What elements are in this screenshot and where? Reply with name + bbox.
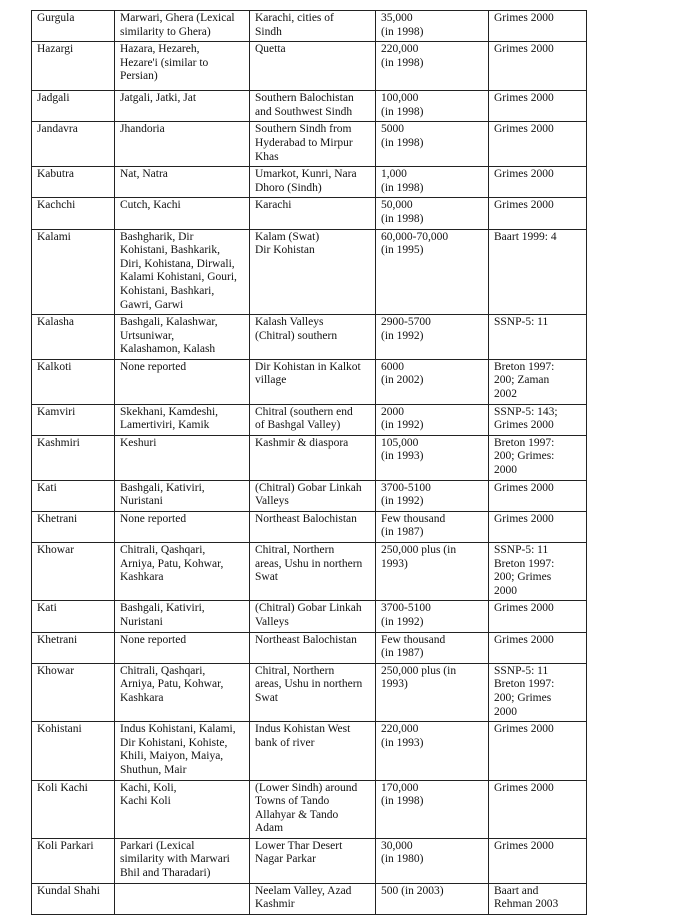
location-cell: Dir Kohistan in Kalkot village: [250, 359, 376, 404]
source-cell: SSNP-5: 11 Breton 1997: 200; Grimes 2000: [489, 663, 587, 721]
alternate-names-cell: Chitrali, Qashqari, Arniya, Patu, Kohwar, Kashkara: [115, 543, 250, 601]
population-cell: 3700-5100 (in 1992): [376, 601, 489, 632]
table-row: [32, 42, 587, 91]
source-cell: SSNP-5: 11: [489, 315, 587, 360]
language-cell: Khowar: [32, 543, 115, 601]
source-cell: Breton 1997: 200; Zaman 2002: [489, 359, 587, 404]
table-row: [32, 511, 587, 542]
location-cell: Lower Thar Desert Nagar Parkar: [250, 838, 376, 883]
alternate-names-cell: Parkari (Lexical similarity with Marwari Bhil and Tharadari): [115, 838, 250, 883]
population-cell: 30,000 (in 1980): [376, 838, 489, 883]
language-cell: Jadgali: [32, 91, 115, 122]
location-cell: (Lower Sindh) around Towns of Tando Allahyar & Tando Adam: [250, 780, 376, 838]
alternate-names-cell: Kachi, Koli, Kachi Koli: [115, 780, 250, 838]
location-cell: Chitral, Northern areas, Ushu in northern Swat: [250, 663, 376, 721]
alternate-names-cell: Chitrali, Qashqari, Arniya, Patu, Kohwar, Kashkara: [115, 663, 250, 721]
population-cell: Few thousand (in 1987): [376, 511, 489, 542]
location-cell: Northeast Balochistan: [250, 511, 376, 542]
language-cell: Gurgula: [32, 11, 115, 42]
alternate-names-cell: Nat, Natra: [115, 167, 250, 198]
source-cell: Grimes 2000: [489, 167, 587, 198]
location-cell: Kashmir & diaspora: [250, 435, 376, 480]
population-cell: 250,000 plus (in 1993): [376, 543, 489, 601]
language-cell: Kalkoti: [32, 359, 115, 404]
location-cell: Karachi, cities of Sindh: [250, 11, 376, 42]
population-cell: 50,000 (in 1998): [376, 198, 489, 229]
alternate-names-cell: None reported: [115, 359, 250, 404]
table-row: [32, 167, 587, 198]
source-cell: Grimes 2000: [489, 11, 587, 42]
language-cell: Khowar: [32, 663, 115, 721]
location-cell: Chitral, Northern areas, Ushu in northern Swat: [250, 543, 376, 601]
table-row: [32, 722, 587, 780]
language-cell: Khetrani: [32, 632, 115, 663]
location-cell: (Chitral) Gobar Linkah Valleys: [250, 601, 376, 632]
table-row: [32, 11, 587, 42]
alternate-names-cell: None reported: [115, 632, 250, 663]
source-cell: Baart and Rehman 2003: [489, 883, 587, 914]
table-row: [32, 404, 587, 435]
languages-table: [31, 10, 587, 915]
population-cell: 6000 (in 2002): [376, 359, 489, 404]
language-cell: Khetrani: [32, 511, 115, 542]
source-cell: Breton 1997: 200; Grimes: 2000: [489, 435, 587, 480]
location-cell: Karachi: [250, 198, 376, 229]
alternate-names-cell: Jhandoria: [115, 122, 250, 167]
table-row: [32, 198, 587, 229]
table-row: [32, 780, 587, 838]
location-cell: Quetta: [250, 42, 376, 91]
language-cell: Kati: [32, 480, 115, 511]
table-row: [32, 91, 587, 122]
alternate-names-cell: Bashgali, Kativiri, Nuristani: [115, 480, 250, 511]
source-cell: Grimes 2000: [489, 601, 587, 632]
table-row: [32, 435, 587, 480]
language-cell: Hazargi: [32, 42, 115, 91]
population-cell: 220,000 (in 1993): [376, 722, 489, 780]
location-cell: Southern Balochistan and Southwest Sindh: [250, 91, 376, 122]
population-cell: 35,000 (in 1998): [376, 11, 489, 42]
language-cell: Kalami: [32, 229, 115, 315]
table-row: [32, 359, 587, 404]
alternate-names-cell: Keshuri: [115, 435, 250, 480]
population-cell: 170,000 (in 1998): [376, 780, 489, 838]
source-cell: SSNP-5: 143; Grimes 2000: [489, 404, 587, 435]
source-cell: Grimes 2000: [489, 632, 587, 663]
table-row: [32, 122, 587, 167]
source-cell: Grimes 2000: [489, 122, 587, 167]
location-cell: Northeast Balochistan: [250, 632, 376, 663]
population-cell: 250,000 plus (in 1993): [376, 663, 489, 721]
alternate-names-cell: [115, 883, 250, 914]
source-cell: Grimes 2000: [489, 91, 587, 122]
population-cell: 5000 (in 1998): [376, 122, 489, 167]
language-cell: Kati: [32, 601, 115, 632]
location-cell: Chitral (southern end of Bashgal Valley): [250, 404, 376, 435]
language-cell: Kundal Shahi: [32, 883, 115, 914]
population-cell: 1,000 (in 1998): [376, 167, 489, 198]
location-cell: Southern Sindh from Hyderabad to Mirpur Khas: [250, 122, 376, 167]
location-cell: Umarkot, Kunri, Nara Dhoro (Sindh): [250, 167, 376, 198]
alternate-names-cell: Cutch, Kachi: [115, 198, 250, 229]
language-cell: Kohistani: [32, 722, 115, 780]
table-row: [32, 883, 587, 914]
alternate-names-cell: Bashgali, Kalashwar, Urtsuniwar, Kalashamon, Kalash: [115, 315, 250, 360]
population-cell: 2000 (in 1992): [376, 404, 489, 435]
population-cell: 220,000 (in 1998): [376, 42, 489, 91]
language-cell: Kachchi: [32, 198, 115, 229]
source-cell: Baart 1999: 4: [489, 229, 587, 315]
population-cell: 2900-5700 (in 1992): [376, 315, 489, 360]
location-cell: Kalam (Swat) Dir Kohistan: [250, 229, 376, 315]
source-cell: Grimes 2000: [489, 511, 587, 542]
language-cell: Koli Kachi: [32, 780, 115, 838]
table-row: [32, 315, 587, 360]
population-cell: Few thousand (in 1987): [376, 632, 489, 663]
location-cell: (Chitral) Gobar Linkah Valleys: [250, 480, 376, 511]
alternate-names-cell: Hazara, Hezareh, Hezare'i (similar to Persian): [115, 42, 250, 91]
language-cell: Kashmiri: [32, 435, 115, 480]
location-cell: Indus Kohistan West bank of river: [250, 722, 376, 780]
population-cell: 105,000 (in 1993): [376, 435, 489, 480]
location-cell: Neelam Valley, Azad Kashmir: [250, 883, 376, 914]
population-cell: 60,000-70,000 (in 1995): [376, 229, 489, 315]
source-cell: Grimes 2000: [489, 780, 587, 838]
alternate-names-cell: Indus Kohistani, Kalami, Dir Kohistani, Kohiste, Khili, Maiyon, Maiya, Shuthun, Mair: [115, 722, 250, 780]
table-row: [32, 838, 587, 883]
table-row: [32, 632, 587, 663]
alternate-names-cell: Bashgharik, Dir Kohistani, Bashkarik, Diri, Kohistana, Dirwali, Kalami Kohistani, Gouri, Kohistani, Bashkari, Gawri, Garwi: [115, 229, 250, 315]
source-cell: Grimes 2000: [489, 838, 587, 883]
source-cell: Grimes 2000: [489, 198, 587, 229]
language-cell: Kamviri: [32, 404, 115, 435]
alternate-names-cell: Bashgali, Kativiri, Nuristani: [115, 601, 250, 632]
language-cell: Jandavra: [32, 122, 115, 167]
language-cell: Kabutra: [32, 167, 115, 198]
population-cell: 3700-5100 (in 1992): [376, 480, 489, 511]
alternate-names-cell: Skekhani, Kamdeshi, Lamertiviri, Kamik: [115, 404, 250, 435]
table-row: [32, 601, 587, 632]
table-row: [32, 229, 587, 315]
language-cell: Kalasha: [32, 315, 115, 360]
population-cell: 500 (in 2003): [376, 883, 489, 914]
alternate-names-cell: Marwari, Ghera (Lexical similarity to Ghera): [115, 11, 250, 42]
population-cell: 100,000 (in 1998): [376, 91, 489, 122]
source-cell: Grimes 2000: [489, 722, 587, 780]
table-row: [32, 663, 587, 721]
source-cell: Grimes 2000: [489, 42, 587, 91]
location-cell: Kalash Valleys (Chitral) southern: [250, 315, 376, 360]
source-cell: Grimes 2000: [489, 480, 587, 511]
alternate-names-cell: None reported: [115, 511, 250, 542]
table-body: [32, 11, 587, 915]
table-row: [32, 480, 587, 511]
table-row: [32, 543, 587, 601]
alternate-names-cell: Jatgali, Jatki, Jat: [115, 91, 250, 122]
language-cell: Koli Parkari: [32, 838, 115, 883]
source-cell: SSNP-5: 11 Breton 1997: 200; Grimes 2000: [489, 543, 587, 601]
